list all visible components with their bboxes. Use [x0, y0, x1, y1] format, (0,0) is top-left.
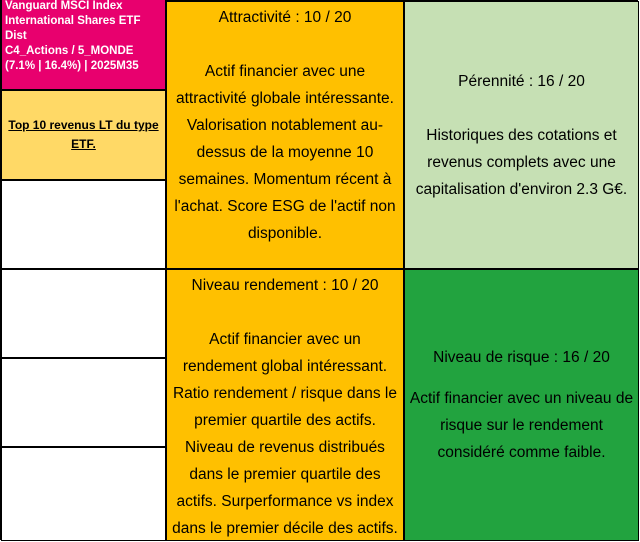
perennite-text: Historiques des cotations et revenus complets avec une capitalisation d'environ 2.3 G€. [415, 126, 628, 198]
ranking-label: Top 10 revenus LT du type ETF. [8, 118, 159, 151]
attractivite-cell [166, 1, 404, 269]
risque-heading: Niveau de risque : 16 / 20 [433, 349, 610, 366]
risque-text: Actif financier avec un niveau de risque sur le rendement considéré comme faible. [409, 390, 634, 461]
rendement-cell [166, 269, 404, 541]
risque-cell [404, 269, 639, 541]
rendement-heading: Niveau rendement : 10 / 20 [191, 277, 379, 294]
asset-title-cell [1, 0, 166, 90]
asset-name-line-2: International Shares ETF [5, 15, 141, 27]
empty-cell-4 [1, 447, 166, 541]
rendement-text: Actif financier avec un rendement global intéressant. Ratio rendement / risque dans le premier quartile des actifs. Niveau de revenus distribués dans le premier quartile des actifs. Surperformance vs index dans le premier décile des actifs. [172, 331, 398, 537]
empty-cell-2 [1, 269, 166, 358]
ranking-cell [1, 90, 166, 180]
asset-stats: (7.1% | 16.4%) | 2025M35 [5, 60, 139, 72]
attractivite-heading: Attractivité : 10 / 20 [218, 9, 352, 26]
asset-name-line-3: Dist [5, 30, 27, 42]
asset-category: C4_Actions / 5_MONDE [5, 45, 134, 57]
perennite-heading: Pérennité : 16 / 20 [458, 72, 585, 90]
attractivite-text: Actif financier avec une attractivité globale intéressante. Valorisation notablement au-dessus de la moyenne 10 semaines. Momentum récent à l'achat. Score ESG de l'actif non disponible. [174, 63, 396, 242]
perennite-cell [404, 1, 639, 269]
empty-cell-3 [1, 358, 166, 447]
asset-name-line-1: Vanguard MSCI Index [5, 0, 123, 12]
empty-cell-1 [1, 180, 166, 269]
